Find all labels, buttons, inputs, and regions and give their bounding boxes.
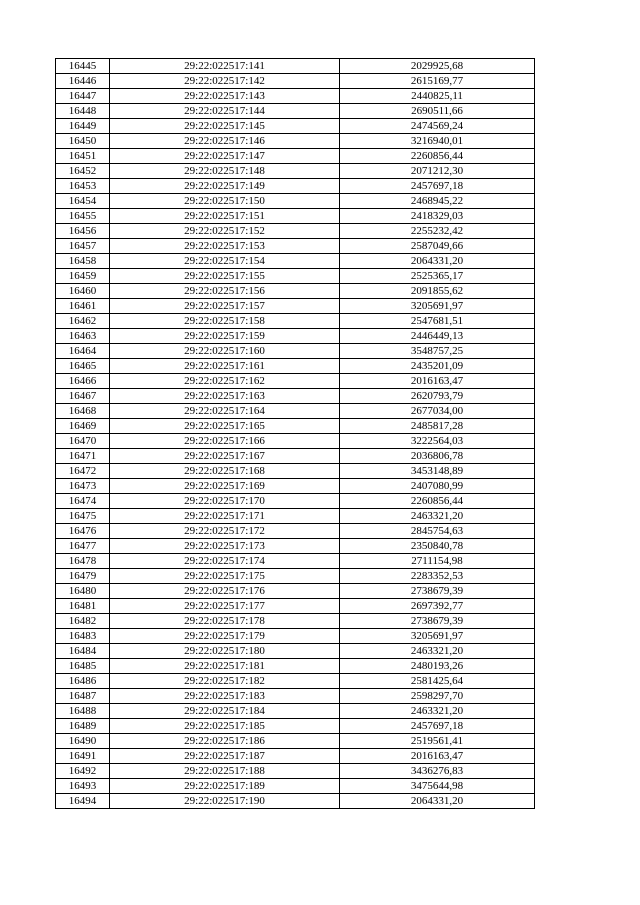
row-number-cell: 16488 [56, 704, 110, 719]
table-row [56, 419, 535, 434]
cadastral-number-cell: 29:22:022517:174 [110, 554, 340, 569]
table-row [56, 104, 535, 119]
cadastral-value-cell: 2547681,51 [340, 314, 535, 329]
cadastral-value-cell: 2690511,66 [340, 104, 535, 119]
cadastral-value-cell: 2697392,77 [340, 599, 535, 614]
row-number-cell: 16447 [56, 89, 110, 104]
row-number-cell: 16492 [56, 764, 110, 779]
cadastral-value-cell: 2738679,39 [340, 614, 535, 629]
table-row [56, 764, 535, 779]
table-row [56, 284, 535, 299]
table-row [56, 59, 535, 74]
cadastral-number-cell: 29:22:022517:160 [110, 344, 340, 359]
row-number-cell: 16473 [56, 479, 110, 494]
cadastral-value-cell: 2064331,20 [340, 794, 535, 809]
cadastral-value-cell: 3453148,89 [340, 464, 535, 479]
row-number-cell: 16448 [56, 104, 110, 119]
row-number-cell: 16475 [56, 509, 110, 524]
row-number-cell: 16460 [56, 284, 110, 299]
row-number-cell: 16470 [56, 434, 110, 449]
cadastral-value-cell: 2620793,79 [340, 389, 535, 404]
row-number-cell: 16468 [56, 404, 110, 419]
row-number-cell: 16474 [56, 494, 110, 509]
cadastral-number-cell: 29:22:022517:167 [110, 449, 340, 464]
cadastral-number-cell: 29:22:022517:189 [110, 779, 340, 794]
cadastral-number-cell: 29:22:022517:186 [110, 734, 340, 749]
row-number-cell: 16480 [56, 584, 110, 599]
cadastral-number-cell: 29:22:022517:144 [110, 104, 340, 119]
row-number-cell: 16481 [56, 599, 110, 614]
cadastral-number-cell: 29:22:022517:166 [110, 434, 340, 449]
table-row [56, 269, 535, 284]
cadastral-value-cell: 2446449,13 [340, 329, 535, 344]
row-number-cell: 16456 [56, 224, 110, 239]
table-row [56, 794, 535, 809]
cadastral-number-cell: 29:22:022517:185 [110, 719, 340, 734]
cadastral-value-cell: 3222564,03 [340, 434, 535, 449]
cadastral-number-cell: 29:22:022517:141 [110, 59, 340, 74]
cadastral-number-cell: 29:22:022517:153 [110, 239, 340, 254]
row-number-cell: 16493 [56, 779, 110, 794]
table-row [56, 149, 535, 164]
cadastral-value-cell: 2016163,47 [340, 374, 535, 389]
cadastral-value-cell: 2845754,63 [340, 524, 535, 539]
row-number-cell: 16469 [56, 419, 110, 434]
cadastral-number-cell: 29:22:022517:175 [110, 569, 340, 584]
cadastral-value-cell: 2350840,78 [340, 539, 535, 554]
cadastral-number-cell: 29:22:022517:148 [110, 164, 340, 179]
cadastral-value-cell: 2519561,41 [340, 734, 535, 749]
table-row [56, 479, 535, 494]
row-number-cell: 16476 [56, 524, 110, 539]
cadastral-number-cell: 29:22:022517:150 [110, 194, 340, 209]
cadastral-value-cell: 2463321,20 [340, 509, 535, 524]
table-row [56, 134, 535, 149]
cadastral-value-cell: 2029925,68 [340, 59, 535, 74]
row-number-cell: 16489 [56, 719, 110, 734]
cadastral-number-cell: 29:22:022517:149 [110, 179, 340, 194]
cadastral-number-cell: 29:22:022517:157 [110, 299, 340, 314]
row-number-cell: 16472 [56, 464, 110, 479]
cadastral-number-cell: 29:22:022517:147 [110, 149, 340, 164]
row-number-cell: 16471 [56, 449, 110, 464]
cadastral-value-cell: 2016163,47 [340, 749, 535, 764]
row-number-cell: 16452 [56, 164, 110, 179]
cadastral-number-cell: 29:22:022517:168 [110, 464, 340, 479]
table-row [56, 734, 535, 749]
cadastral-value-cell: 2615169,77 [340, 74, 535, 89]
row-number-cell: 16458 [56, 254, 110, 269]
cadastral-value-cell: 3475644,98 [340, 779, 535, 794]
table-row [56, 119, 535, 134]
row-number-cell: 16482 [56, 614, 110, 629]
table-row [56, 344, 535, 359]
cadastral-number-cell: 29:22:022517:154 [110, 254, 340, 269]
row-number-cell: 16450 [56, 134, 110, 149]
table-row [56, 164, 535, 179]
cadastral-value-cell: 2598297,70 [340, 689, 535, 704]
cadastral-value-cell: 2485817,28 [340, 419, 535, 434]
row-number-cell: 16464 [56, 344, 110, 359]
table-row [56, 449, 535, 464]
cadastral-number-cell: 29:22:022517:176 [110, 584, 340, 599]
table-row [56, 179, 535, 194]
cadastral-number-cell: 29:22:022517:162 [110, 374, 340, 389]
cadastral-number-cell: 29:22:022517:182 [110, 674, 340, 689]
cadastral-number-cell: 29:22:022517:173 [110, 539, 340, 554]
cadastral-value-cell: 2587049,66 [340, 239, 535, 254]
row-number-cell: 16457 [56, 239, 110, 254]
cadastral-value-cell: 2260856,44 [340, 494, 535, 509]
cadastral-number-cell: 29:22:022517:170 [110, 494, 340, 509]
table-row [56, 674, 535, 689]
row-number-cell: 16485 [56, 659, 110, 674]
cadastral-value-cell: 2457697,18 [340, 719, 535, 734]
cadastral-number-cell: 29:22:022517:180 [110, 644, 340, 659]
row-number-cell: 16487 [56, 689, 110, 704]
cadastral-value-cell: 2036806,78 [340, 449, 535, 464]
table-row [56, 659, 535, 674]
cadastral-number-cell: 29:22:022517:159 [110, 329, 340, 344]
table-row [56, 74, 535, 89]
table-row [56, 494, 535, 509]
table-row [56, 389, 535, 404]
table-row [56, 89, 535, 104]
cadastral-number-cell: 29:22:022517:146 [110, 134, 340, 149]
cadastral-value-cell: 2091855,62 [340, 284, 535, 299]
cadastral-value-cell: 2463321,20 [340, 704, 535, 719]
cadastral-value-cell: 2407080,99 [340, 479, 535, 494]
table-row [56, 584, 535, 599]
cadastral-number-cell: 29:22:022517:172 [110, 524, 340, 539]
row-number-cell: 16455 [56, 209, 110, 224]
row-number-cell: 16478 [56, 554, 110, 569]
row-number-cell: 16477 [56, 539, 110, 554]
table-row [56, 644, 535, 659]
table-row [56, 239, 535, 254]
cadastral-value-cell: 3216940,01 [340, 134, 535, 149]
cadastral-number-cell: 29:22:022517:190 [110, 794, 340, 809]
cadastral-number-cell: 29:22:022517:169 [110, 479, 340, 494]
cadastral-number-cell: 29:22:022517:187 [110, 749, 340, 764]
cadastral-value-cell: 2463321,20 [340, 644, 535, 659]
cadastral-number-cell: 29:22:022517:183 [110, 689, 340, 704]
cadastral-value-cell: 2711154,98 [340, 554, 535, 569]
table-row [56, 314, 535, 329]
table-row [56, 629, 535, 644]
row-number-cell: 16483 [56, 629, 110, 644]
cadastral-value-cell: 2738679,39 [340, 584, 535, 599]
cadastral-value-cell: 2468945,22 [340, 194, 535, 209]
row-number-cell: 16486 [56, 674, 110, 689]
table-body [56, 59, 535, 809]
row-number-cell: 16484 [56, 644, 110, 659]
cadastral-number-cell: 29:22:022517:158 [110, 314, 340, 329]
cadastral-value-cell: 2260856,44 [340, 149, 535, 164]
table-row [56, 404, 535, 419]
cadastral-value-cell: 2418329,03 [340, 209, 535, 224]
table-row [56, 254, 535, 269]
cadastral-number-cell: 29:22:022517:143 [110, 89, 340, 104]
table-row [56, 599, 535, 614]
cadastral-value-table [55, 58, 535, 809]
cadastral-number-cell: 29:22:022517:151 [110, 209, 340, 224]
table-row [56, 749, 535, 764]
cadastral-value-cell: 3205691,97 [340, 299, 535, 314]
row-number-cell: 16461 [56, 299, 110, 314]
cadastral-number-cell: 29:22:022517:181 [110, 659, 340, 674]
table-row [56, 524, 535, 539]
cadastral-value-cell: 3548757,25 [340, 344, 535, 359]
cadastral-value-cell: 2581425,64 [340, 674, 535, 689]
cadastral-value-cell: 2457697,18 [340, 179, 535, 194]
row-number-cell: 16479 [56, 569, 110, 584]
cadastral-number-cell: 29:22:022517:155 [110, 269, 340, 284]
cadastral-value-cell: 2440825,11 [340, 89, 535, 104]
cadastral-value-cell: 2071212,30 [340, 164, 535, 179]
cadastral-number-cell: 29:22:022517:178 [110, 614, 340, 629]
table-row [56, 614, 535, 629]
cadastral-number-cell: 29:22:022517:164 [110, 404, 340, 419]
row-number-cell: 16454 [56, 194, 110, 209]
cadastral-number-cell: 29:22:022517:184 [110, 704, 340, 719]
table-row [56, 209, 535, 224]
table-row [56, 224, 535, 239]
cadastral-value-cell: 2677034,00 [340, 404, 535, 419]
cadastral-value-cell: 2255232,42 [340, 224, 535, 239]
table-row [56, 434, 535, 449]
cadastral-number-cell: 29:22:022517:188 [110, 764, 340, 779]
cadastral-value-cell: 2064331,20 [340, 254, 535, 269]
cadastral-value-cell: 2525365,17 [340, 269, 535, 284]
table-row [56, 359, 535, 374]
cadastral-value-cell: 2474569,24 [340, 119, 535, 134]
table-row [56, 719, 535, 734]
cadastral-value-cell: 3436276,83 [340, 764, 535, 779]
row-number-cell: 16466 [56, 374, 110, 389]
table-row [56, 704, 535, 719]
row-number-cell: 16462 [56, 314, 110, 329]
table-row [56, 689, 535, 704]
cadastral-number-cell: 29:22:022517:142 [110, 74, 340, 89]
cadastral-number-cell: 29:22:022517:161 [110, 359, 340, 374]
cadastral-value-cell: 3205691,97 [340, 629, 535, 644]
table-row [56, 779, 535, 794]
row-number-cell: 16494 [56, 794, 110, 809]
cadastral-number-cell: 29:22:022517:145 [110, 119, 340, 134]
row-number-cell: 16463 [56, 329, 110, 344]
table-row [56, 329, 535, 344]
cadastral-number-cell: 29:22:022517:177 [110, 599, 340, 614]
table-row [56, 374, 535, 389]
cadastral-value-cell: 2435201,09 [340, 359, 535, 374]
table-row [56, 464, 535, 479]
cadastral-number-cell: 29:22:022517:179 [110, 629, 340, 644]
cadastral-number-cell: 29:22:022517:163 [110, 389, 340, 404]
row-number-cell: 16449 [56, 119, 110, 134]
table-row [56, 509, 535, 524]
row-number-cell: 16491 [56, 749, 110, 764]
row-number-cell: 16453 [56, 179, 110, 194]
table-row [56, 539, 535, 554]
cadastral-number-cell: 29:22:022517:156 [110, 284, 340, 299]
cadastral-number-cell: 29:22:022517:152 [110, 224, 340, 239]
table-row [56, 194, 535, 209]
row-number-cell: 16465 [56, 359, 110, 374]
table-row [56, 554, 535, 569]
row-number-cell: 16451 [56, 149, 110, 164]
cadastral-value-cell: 2283352,53 [340, 569, 535, 584]
cadastral-number-cell: 29:22:022517:171 [110, 509, 340, 524]
table-row [56, 299, 535, 314]
cadastral-value-cell: 2480193,26 [340, 659, 535, 674]
row-number-cell: 16459 [56, 269, 110, 284]
row-number-cell: 16445 [56, 59, 110, 74]
row-number-cell: 16446 [56, 74, 110, 89]
row-number-cell: 16490 [56, 734, 110, 749]
table-row [56, 569, 535, 584]
row-number-cell: 16467 [56, 389, 110, 404]
cadastral-number-cell: 29:22:022517:165 [110, 419, 340, 434]
